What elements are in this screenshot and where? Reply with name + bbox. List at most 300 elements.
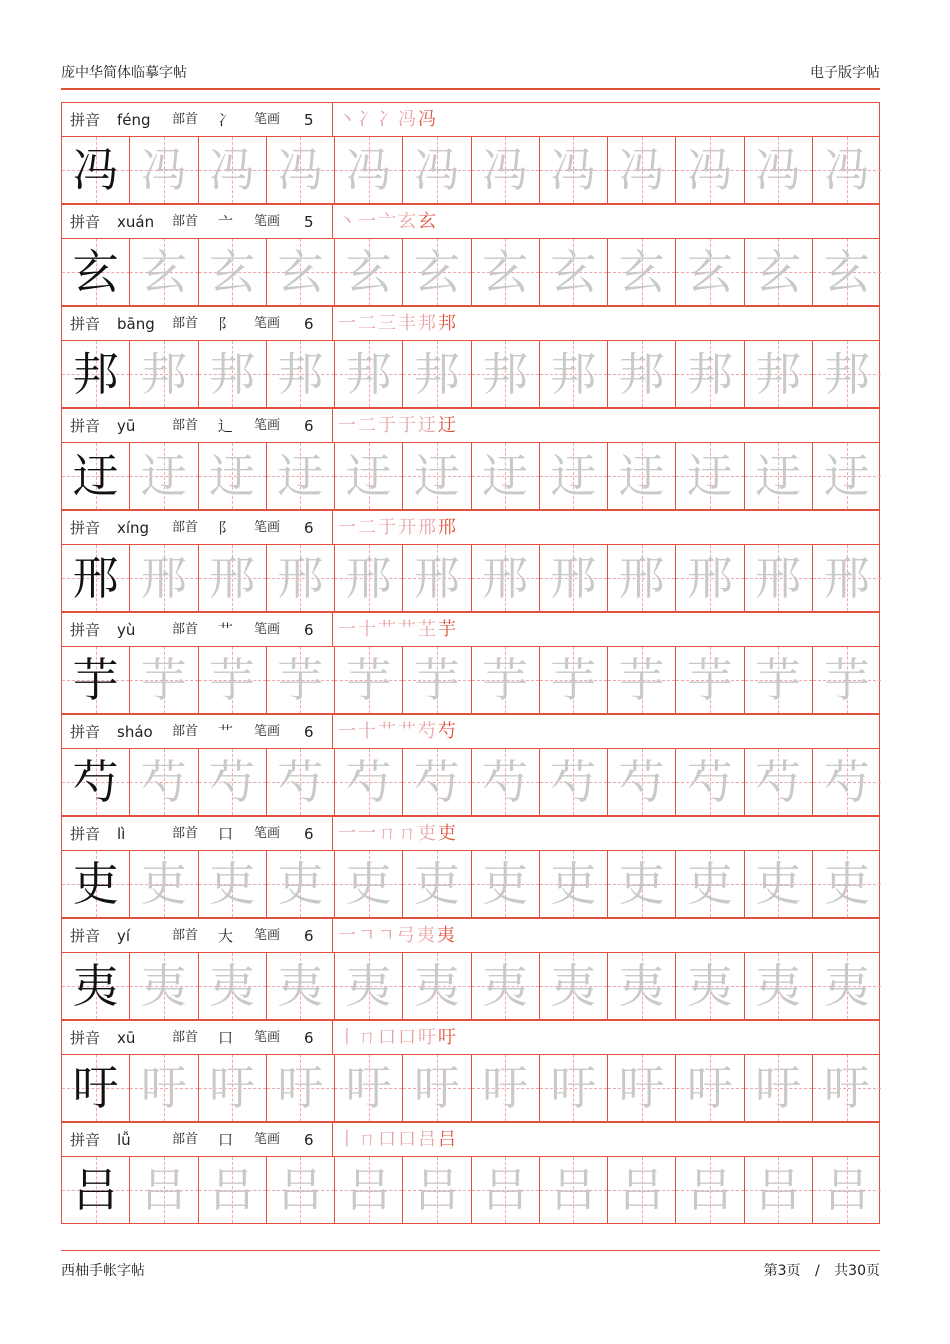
trace-char-cell[interactable] [335, 341, 403, 407]
radical-value: 辶 [218, 417, 234, 435]
pinyin-value: yū [117, 417, 136, 435]
trace-char-cell[interactable] [676, 1055, 744, 1121]
stroke-step: 一 [338, 619, 356, 640]
pinyin-value: féng [117, 111, 151, 129]
stroke-count-value: 5 [304, 213, 314, 231]
trace-char: 芍 [823, 755, 870, 809]
stroke-step: 冫 [358, 109, 376, 130]
trace-char-cell[interactable] [813, 443, 881, 509]
stroke-count-value: 6 [304, 519, 314, 537]
trace-char-cell[interactable] [676, 239, 744, 305]
model-char-cell [62, 341, 130, 407]
trace-char: 吕 [550, 1163, 597, 1217]
trace-char: 吕 [823, 1163, 870, 1217]
trace-char: 夷 [140, 959, 187, 1013]
stroke-step: 于 [398, 415, 416, 436]
trace-char-cell[interactable] [540, 953, 608, 1019]
trace-char: 芍 [550, 755, 597, 809]
stroke-step: 邢 [438, 517, 456, 538]
trace-char-cell[interactable] [540, 1055, 608, 1121]
trace-char-cell[interactable] [540, 647, 608, 713]
trace-char-cell[interactable] [335, 443, 403, 509]
trace-char-cell[interactable] [745, 1055, 813, 1121]
trace-char-cell[interactable] [745, 137, 813, 203]
stroke-order [338, 511, 456, 545]
practice-sheet [61, 102, 880, 1224]
trace-char-cell[interactable] [130, 953, 198, 1019]
trace-char-cell[interactable] [130, 851, 198, 917]
trace-char: 吏 [686, 857, 733, 911]
trace-char-cell[interactable] [608, 749, 676, 815]
trace-char: 吁 [823, 1061, 870, 1115]
char-grid-row [61, 340, 880, 408]
radical-value: 口 [218, 1131, 234, 1149]
trace-char: 邢 [345, 551, 392, 605]
trace-char-cell[interactable] [403, 137, 471, 203]
trace-char-cell[interactable] [403, 953, 471, 1019]
trace-char: 吁 [277, 1061, 324, 1115]
model-char-cell [62, 647, 130, 713]
char-grid-row [61, 1156, 880, 1224]
trace-char-cell[interactable] [540, 1157, 608, 1223]
trace-char-cell[interactable] [676, 851, 744, 917]
stroke-step: 芏 [418, 619, 436, 640]
trace-char-cell[interactable] [540, 851, 608, 917]
trace-char-cell[interactable] [472, 953, 540, 1019]
trace-char-cell[interactable] [267, 647, 335, 713]
trace-char-cell[interactable] [403, 1157, 471, 1223]
stroke-step: ㄱ [377, 925, 395, 946]
char-info-row [61, 306, 880, 340]
trace-char-cell[interactable] [472, 341, 540, 407]
trace-char: 迂 [345, 449, 392, 503]
trace-char: 玄 [209, 245, 256, 299]
trace-char-cell[interactable] [267, 851, 335, 917]
trace-char-cell[interactable] [540, 749, 608, 815]
char-grid-row [61, 748, 880, 816]
trace-char-cell[interactable] [335, 137, 403, 203]
trace-char-cell[interactable] [335, 851, 403, 917]
stroke-order [338, 409, 456, 443]
trace-char-cell[interactable] [199, 341, 267, 407]
trace-char: 玄 [618, 245, 665, 299]
pinyin-label: 拼音 [70, 723, 101, 741]
trace-char-cell[interactable] [130, 647, 198, 713]
trace-char-cell[interactable] [540, 545, 608, 611]
trace-char-cell[interactable] [676, 545, 744, 611]
trace-char: 迂 [140, 449, 187, 503]
trace-char-cell[interactable] [199, 1055, 267, 1121]
trace-char: 邦 [277, 347, 324, 401]
trace-char-cell[interactable] [130, 1055, 198, 1121]
trace-char: 邦 [755, 347, 802, 401]
stroke-count-value: 6 [304, 825, 314, 843]
trace-char-cell[interactable] [130, 443, 198, 509]
trace-char-cell[interactable] [540, 341, 608, 407]
trace-char-cell[interactable] [335, 749, 403, 815]
radical-value: 大 [218, 927, 234, 945]
trace-char-cell[interactable] [813, 953, 881, 1019]
trace-char-cell[interactable] [676, 749, 744, 815]
model-char: 吁 [72, 1061, 119, 1115]
trace-char: 冯 [755, 143, 802, 197]
model-char: 邢 [72, 551, 119, 605]
trace-char-cell[interactable] [608, 137, 676, 203]
trace-char: 邢 [140, 551, 187, 605]
stroke-order [338, 919, 455, 953]
trace-char: 夷 [413, 959, 460, 1013]
trace-char-cell[interactable] [608, 443, 676, 509]
trace-char: 芋 [140, 653, 187, 707]
info-separator [332, 103, 333, 137]
stroke-count-value: 6 [304, 927, 314, 945]
stroke-step: 芋 [438, 619, 456, 640]
trace-char: 芍 [277, 755, 324, 809]
radical-label: 部首 [172, 214, 199, 229]
stroke-step: 一 [338, 517, 356, 538]
trace-char-cell[interactable] [540, 443, 608, 509]
pinyin-value: yí [117, 927, 131, 945]
model-char: 邦 [72, 347, 119, 401]
trace-char-cell[interactable] [813, 851, 881, 917]
stroke-step: 玄 [398, 211, 416, 232]
trace-char: 迂 [209, 449, 256, 503]
stroke-count-value: 6 [304, 723, 314, 741]
stroke-step: 艹 [398, 619, 416, 640]
trace-char-cell[interactable] [608, 1157, 676, 1223]
trace-char: 冯 [345, 143, 392, 197]
trace-char-cell[interactable] [267, 1055, 335, 1121]
trace-char-cell[interactable] [130, 545, 198, 611]
trace-char-cell[interactable] [199, 1157, 267, 1223]
trace-char: 芋 [277, 653, 324, 707]
stroke-step: 艹 [378, 721, 396, 742]
trace-char: 迂 [823, 449, 870, 503]
stroke-step: 芍 [438, 721, 456, 742]
stroke-step: 吁 [438, 1027, 456, 1048]
stroke-order [338, 817, 456, 851]
trace-char-cell[interactable] [267, 1157, 335, 1223]
trace-char: 玄 [140, 245, 187, 299]
trace-char: 吏 [823, 857, 870, 911]
trace-char-cell[interactable] [472, 443, 540, 509]
pinyin-label: 拼音 [70, 111, 101, 129]
trace-char-cell[interactable] [199, 851, 267, 917]
trace-char-cell[interactable] [676, 341, 744, 407]
trace-char-cell[interactable] [472, 137, 540, 203]
stroke-step: ㄇ [378, 823, 396, 844]
stroke-step: 吕 [418, 1129, 436, 1150]
trace-char: 冯 [209, 143, 256, 197]
trace-char-cell[interactable] [676, 953, 744, 1019]
trace-char: 夷 [277, 959, 324, 1013]
trace-char-cell[interactable] [403, 239, 471, 305]
stroke-step: 口 [378, 1027, 396, 1048]
stroke-step: 吕 [438, 1129, 456, 1150]
info-separator [332, 715, 333, 749]
pinyin-value: yù [117, 621, 136, 639]
trace-char-cell[interactable] [676, 1157, 744, 1223]
stroke-count-value: 6 [304, 1029, 314, 1047]
trace-char: 邢 [686, 551, 733, 605]
trace-char-cell[interactable] [267, 239, 335, 305]
trace-char: 吁 [618, 1061, 665, 1115]
char-grid-row [61, 1054, 880, 1122]
trace-char-cell[interactable] [813, 1157, 881, 1223]
trace-char: 芍 [686, 755, 733, 809]
trace-char-cell[interactable] [199, 647, 267, 713]
pinyin-label: 拼音 [70, 519, 101, 537]
trace-char: 冯 [618, 143, 665, 197]
trace-char: 迂 [277, 449, 324, 503]
trace-char-cell[interactable] [199, 749, 267, 815]
trace-char: 迂 [686, 449, 733, 503]
trace-char: 夷 [550, 959, 597, 1013]
stroke-step: ㄇ [358, 1129, 376, 1150]
char-info-row [61, 510, 880, 544]
trace-char-cell[interactable] [403, 749, 471, 815]
trace-char: 邦 [686, 347, 733, 401]
trace-char: 邦 [413, 347, 460, 401]
stroke-count-label: 笔画 [254, 112, 281, 127]
radical-label: 部首 [172, 316, 199, 331]
pinyin-label: 拼音 [70, 1131, 101, 1149]
stroke-step: 口 [398, 1129, 416, 1150]
stroke-step: 艹 [398, 721, 416, 742]
trace-char-cell[interactable] [267, 545, 335, 611]
stroke-step: 邦 [418, 313, 436, 334]
stroke-step: 冫 [378, 109, 396, 130]
trace-char-cell[interactable] [335, 1157, 403, 1223]
trace-char-cell[interactable] [472, 647, 540, 713]
trace-char-cell[interactable] [472, 239, 540, 305]
stroke-order [338, 103, 436, 137]
model-char-cell [62, 443, 130, 509]
stroke-count-label: 笔画 [254, 826, 281, 841]
trace-char-cell[interactable] [199, 239, 267, 305]
trace-char-cell[interactable] [267, 953, 335, 1019]
pinyin-label: 拼音 [70, 621, 101, 639]
trace-char-cell[interactable] [676, 443, 744, 509]
trace-char-cell[interactable] [608, 647, 676, 713]
char-grid-row [61, 850, 880, 918]
stroke-step: 于 [378, 415, 396, 436]
stroke-step: 邦 [438, 313, 456, 334]
trace-char-cell[interactable] [199, 545, 267, 611]
trace-char: 芍 [482, 755, 529, 809]
publisher-name: 西柚手帐字帖 [61, 1263, 145, 1279]
pinyin-value: xíng [117, 519, 150, 537]
trace-char-cell[interactable] [745, 647, 813, 713]
stroke-step: 口 [398, 1027, 416, 1048]
trace-char-cell[interactable] [403, 851, 471, 917]
trace-char: 玄 [413, 245, 460, 299]
header-divider [61, 88, 880, 90]
stroke-step: 三 [378, 313, 396, 334]
edition-label: 电子版字帖 [810, 65, 880, 81]
trace-char-cell[interactable] [608, 953, 676, 1019]
trace-char-cell[interactable] [403, 443, 471, 509]
trace-char-cell[interactable] [335, 545, 403, 611]
stroke-step: 艹 [378, 619, 396, 640]
trace-char: 邦 [482, 347, 529, 401]
trace-char-cell[interactable] [130, 749, 198, 815]
trace-char-cell[interactable] [813, 545, 881, 611]
info-separator [332, 1021, 333, 1055]
trace-char-cell[interactable] [745, 341, 813, 407]
trace-char-cell[interactable] [267, 749, 335, 815]
radical-value: 阝 [218, 315, 234, 333]
trace-char: 冯 [823, 143, 870, 197]
footer-divider [61, 1250, 880, 1251]
trace-char: 吏 [550, 857, 597, 911]
trace-char: 吕 [482, 1163, 529, 1217]
trace-char-cell[interactable] [813, 239, 881, 305]
stroke-count-label: 笔画 [254, 622, 281, 637]
trace-char: 芋 [209, 653, 256, 707]
trace-char: 邦 [140, 347, 187, 401]
trace-char: 玄 [823, 245, 870, 299]
pinyin-value: lì [117, 825, 126, 843]
stroke-order [338, 205, 436, 239]
trace-char-cell[interactable] [130, 137, 198, 203]
trace-char-cell[interactable] [267, 443, 335, 509]
trace-char-cell[interactable] [403, 341, 471, 407]
stroke-step: 丶 [338, 211, 356, 232]
trace-char-cell[interactable] [608, 851, 676, 917]
trace-char-cell[interactable] [813, 749, 881, 815]
trace-char-cell[interactable] [472, 749, 540, 815]
stroke-count-label: 笔画 [254, 418, 281, 433]
pinyin-value: sháo [117, 723, 153, 741]
trace-char: 吁 [140, 1061, 187, 1115]
trace-char-cell[interactable] [130, 239, 198, 305]
char-grid-row [61, 442, 880, 510]
trace-char-cell[interactable] [335, 647, 403, 713]
trace-char: 冯 [277, 143, 324, 197]
trace-char: 玄 [345, 245, 392, 299]
trace-char-cell[interactable] [745, 953, 813, 1019]
trace-char-cell[interactable] [199, 137, 267, 203]
trace-char: 冯 [686, 143, 733, 197]
trace-char: 芍 [413, 755, 460, 809]
trace-char-cell[interactable] [813, 1055, 881, 1121]
trace-char: 吁 [482, 1061, 529, 1115]
radical-label: 部首 [172, 520, 199, 535]
trace-char-cell[interactable] [335, 1055, 403, 1121]
trace-char: 吕 [277, 1163, 324, 1217]
trace-char-cell[interactable] [745, 545, 813, 611]
trace-char-cell[interactable] [745, 443, 813, 509]
trace-char-cell[interactable] [813, 137, 881, 203]
model-char: 芍 [72, 755, 119, 809]
trace-char-cell[interactable] [676, 647, 744, 713]
radical-value: 艹 [218, 621, 234, 639]
stroke-step: 弓 [396, 925, 415, 946]
page-header [61, 58, 880, 86]
char-grid-row [61, 136, 880, 204]
radical-value: 口 [218, 825, 234, 843]
trace-char-cell[interactable] [472, 1055, 540, 1121]
stroke-count-label: 笔画 [254, 316, 281, 331]
stroke-step: 芍 [418, 721, 436, 742]
trace-char: 芍 [755, 755, 802, 809]
stroke-count-label: 笔画 [254, 928, 281, 943]
trace-char-cell[interactable] [403, 545, 471, 611]
trace-char: 吏 [277, 857, 324, 911]
trace-char-cell[interactable] [745, 749, 813, 815]
radical-label: 部首 [172, 112, 199, 127]
trace-char: 夷 [482, 959, 529, 1013]
model-char: 芋 [72, 653, 119, 707]
trace-char-cell[interactable] [199, 953, 267, 1019]
pinyin-value: xū [117, 1029, 136, 1047]
trace-char-cell[interactable] [608, 341, 676, 407]
char-info-row [61, 1122, 880, 1156]
trace-char: 玄 [550, 245, 597, 299]
trace-char: 玄 [686, 245, 733, 299]
model-char-cell [62, 545, 130, 611]
trace-char-cell[interactable] [540, 137, 608, 203]
trace-char: 吁 [413, 1061, 460, 1115]
trace-char: 吏 [482, 857, 529, 911]
stroke-step: 二 [358, 517, 376, 538]
trace-char: 芋 [618, 653, 665, 707]
stroke-count-label: 笔画 [254, 214, 281, 229]
trace-char: 吕 [140, 1163, 187, 1217]
info-separator [332, 919, 333, 953]
pinyin-value: lǚ [117, 1131, 131, 1149]
trace-char-cell[interactable] [745, 851, 813, 917]
trace-char: 芋 [823, 653, 870, 707]
trace-char-cell[interactable] [403, 1055, 471, 1121]
trace-char-cell[interactable] [745, 1157, 813, 1223]
trace-char-cell[interactable] [472, 545, 540, 611]
trace-char-cell[interactable] [608, 1055, 676, 1121]
trace-char-cell[interactable] [813, 341, 881, 407]
stroke-count-value: 6 [304, 315, 314, 333]
trace-char-cell[interactable] [199, 443, 267, 509]
stroke-count-label: 笔画 [254, 1132, 281, 1147]
trace-char-cell[interactable] [472, 1157, 540, 1223]
trace-char-cell[interactable] [813, 647, 881, 713]
trace-char-cell[interactable] [335, 239, 403, 305]
trace-char-cell[interactable] [130, 1157, 198, 1223]
stroke-step: 一 [338, 721, 356, 742]
trace-char: 邦 [209, 347, 256, 401]
trace-char-cell[interactable] [608, 545, 676, 611]
trace-char-cell[interactable] [540, 239, 608, 305]
trace-char-cell[interactable] [267, 137, 335, 203]
trace-char: 夷 [618, 959, 665, 1013]
stroke-order [338, 613, 456, 647]
trace-char-cell[interactable] [608, 239, 676, 305]
trace-char: 邢 [618, 551, 665, 605]
trace-char-cell[interactable] [403, 647, 471, 713]
stroke-step: 丨 [338, 1027, 356, 1048]
char-info-row [61, 408, 880, 442]
model-char-cell [62, 953, 130, 1019]
model-char-cell [62, 749, 130, 815]
trace-char-cell[interactable] [745, 239, 813, 305]
trace-char-cell[interactable] [472, 851, 540, 917]
trace-char-cell[interactable] [130, 341, 198, 407]
trace-char-cell[interactable] [676, 137, 744, 203]
trace-char-cell[interactable] [335, 953, 403, 1019]
stroke-order [338, 1123, 456, 1157]
trace-char-cell[interactable] [267, 341, 335, 407]
model-char: 吏 [72, 857, 119, 911]
